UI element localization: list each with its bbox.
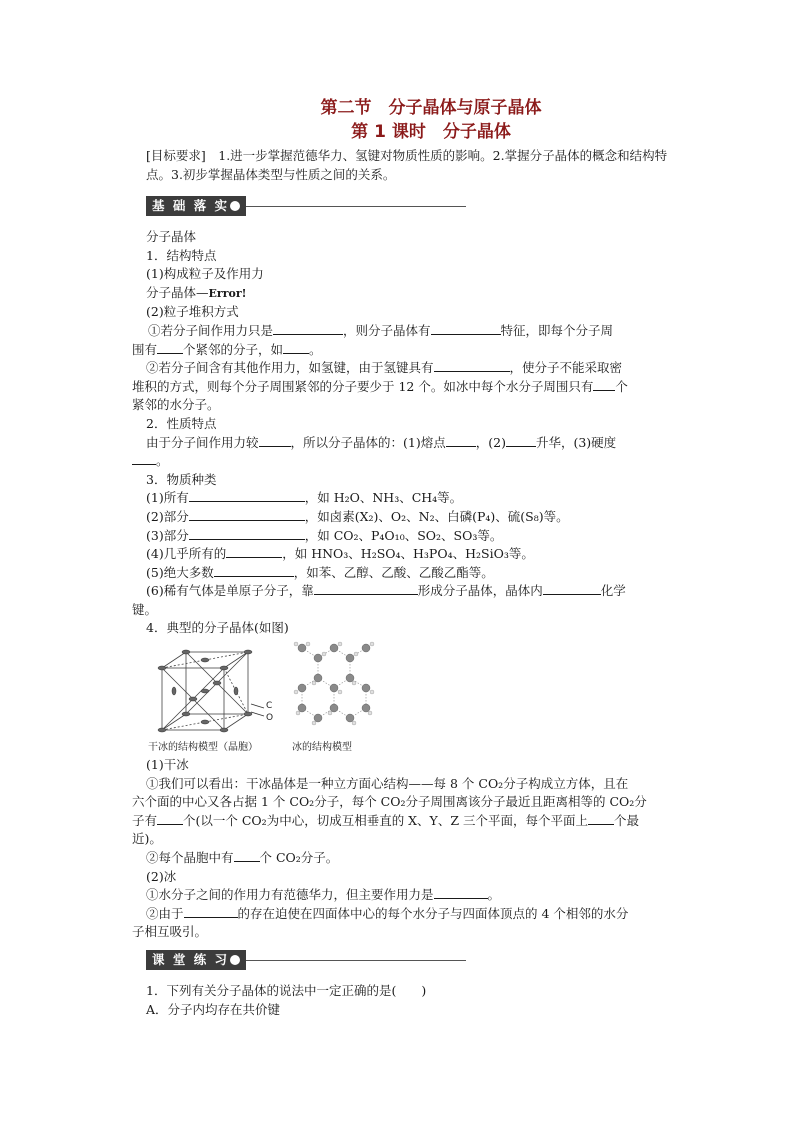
text-line bbox=[146, 886, 676, 905]
text-line bbox=[146, 564, 676, 583]
text: (4)几乎所有的 bbox=[146, 546, 227, 562]
fill-blank[interactable] bbox=[259, 434, 291, 447]
dry-ice-model-image bbox=[154, 646, 284, 736]
figures-row bbox=[146, 642, 676, 754]
text-line bbox=[146, 489, 676, 508]
o-label: O bbox=[266, 713, 274, 724]
text-line bbox=[146, 905, 676, 924]
c-label: C bbox=[266, 701, 273, 712]
fill-blank[interactable] bbox=[189, 489, 305, 502]
fill-blank[interactable] bbox=[157, 812, 183, 825]
text: 形成分子晶体，晶体内 bbox=[417, 583, 543, 599]
section-title: 第二节 分子晶体与原子晶体 bbox=[320, 98, 542, 118]
text-line: 键。 bbox=[132, 601, 158, 617]
fill-blank[interactable] bbox=[214, 564, 294, 577]
text: ，使分子不能采取密 bbox=[509, 360, 623, 376]
text: 个 CO₂分子。 bbox=[259, 850, 339, 866]
heading-properties: 2．性质特点 bbox=[146, 415, 217, 431]
text: 围有 bbox=[132, 341, 158, 357]
text-line: ①我们可以看出：干冰晶体是一种立方面心结构——每 8 个 CO₂分子构成立方体，且在 bbox=[146, 775, 629, 791]
text-line: (2)粒子堆积方式 bbox=[146, 304, 239, 320]
text-line bbox=[132, 341, 676, 360]
option-a: A．分子内均存在共价键 bbox=[146, 1001, 281, 1017]
fill-blank[interactable] bbox=[593, 378, 615, 391]
fill-blank[interactable] bbox=[446, 434, 476, 447]
fill-blank[interactable] bbox=[189, 527, 305, 540]
text: ②由于 bbox=[146, 905, 184, 921]
fill-blank[interactable] bbox=[314, 582, 418, 595]
section-divider bbox=[246, 960, 466, 961]
fill-blank[interactable] bbox=[283, 341, 309, 354]
text: 特征，即每个分子周 bbox=[500, 322, 614, 338]
text: 化学 bbox=[600, 583, 626, 599]
text-line bbox=[146, 434, 676, 453]
text: ②每个晶胞中有 bbox=[146, 850, 234, 866]
fill-blank[interactable] bbox=[273, 322, 343, 335]
text: ，则分子晶体有 bbox=[343, 322, 431, 338]
text: 。 bbox=[156, 453, 169, 469]
text: (5)绝大多数 bbox=[146, 564, 214, 580]
text: 升华，(3)硬度 bbox=[535, 434, 617, 450]
text: (6)稀有气体是单原子分子，靠 bbox=[146, 583, 314, 599]
text: ，如 H₂O、NH₃、CH₄等。 bbox=[304, 490, 463, 506]
fill-blank[interactable] bbox=[189, 508, 305, 521]
fill-blank[interactable] bbox=[157, 341, 183, 354]
caption-ice: 冰的结构模型 bbox=[292, 742, 352, 754]
text: ②若分子间含有其他作用力，如氢键，由于氢键具有 bbox=[146, 360, 434, 376]
caption-dry-ice: 干冰的结构模型（晶胞） bbox=[148, 742, 258, 754]
text: 子有 bbox=[132, 812, 158, 828]
text-line: 子相互吸引。 bbox=[132, 924, 208, 940]
text: ，(2) bbox=[475, 434, 506, 450]
text-line: 六个面的中心又各占据 1 个 CO₂分子，每个 CO₂分子周围离该分子最近且距离相等的 CO₂分 bbox=[132, 794, 647, 810]
text: 个(以一个 CO₂为中心，切成互相垂直的 X、Y、Z 三个平面，每个平面上 bbox=[183, 812, 588, 828]
heading-typical: 4．典型的分子晶体(如图) bbox=[146, 620, 289, 636]
text-line: (2)冰 bbox=[146, 868, 177, 884]
section-header-practice bbox=[146, 950, 676, 972]
fill-blank[interactable] bbox=[132, 452, 156, 465]
text-line: 近)。 bbox=[132, 831, 162, 847]
text-line bbox=[146, 849, 676, 868]
text-line bbox=[146, 582, 676, 601]
fill-blank[interactable] bbox=[506, 434, 536, 447]
text-line: 分子晶体 bbox=[146, 229, 197, 244]
fill-blank[interactable] bbox=[543, 582, 601, 595]
text-line: 紧邻的水分子。 bbox=[132, 397, 220, 413]
text-line bbox=[146, 508, 676, 527]
text: 个 bbox=[615, 378, 628, 394]
text-line bbox=[146, 545, 676, 564]
bullet-dot-icon bbox=[230, 955, 240, 965]
text-line bbox=[132, 812, 676, 831]
text: 个紧邻的分子，如 bbox=[183, 341, 284, 357]
text: 分子晶体— bbox=[146, 284, 209, 300]
text: (3)部分 bbox=[146, 527, 189, 543]
section-tag-basics: 基 础 落 实 bbox=[146, 196, 246, 216]
text: 个最 bbox=[613, 812, 639, 828]
section-divider bbox=[246, 206, 466, 207]
text-line: (1)干冰 bbox=[146, 757, 189, 773]
heading-types: 3．物质种类 bbox=[146, 471, 217, 487]
text: (2)部分 bbox=[146, 508, 189, 524]
text: ，如苯、乙醇、乙酸、乙酸乙酯等。 bbox=[293, 564, 494, 580]
fill-blank[interactable] bbox=[588, 812, 614, 825]
text-line bbox=[146, 322, 676, 341]
text-line bbox=[146, 284, 676, 304]
heading-structure: 1．结构特点 bbox=[146, 247, 217, 263]
text: ，所以分子晶体的：(1)熔点 bbox=[290, 434, 446, 450]
text: ，如 HNO₃、H₂SO₄、H₃PO₄、H₂SiO₃等。 bbox=[282, 546, 534, 562]
bullet-dot-icon bbox=[230, 201, 240, 211]
fill-blank[interactable] bbox=[234, 849, 260, 862]
fill-blank[interactable] bbox=[434, 886, 488, 899]
text: ，如 CO₂、P₄O₁₀、SO₂、SO₃等。 bbox=[304, 527, 503, 543]
ice-model-image bbox=[284, 634, 384, 730]
lesson-title: 第 1 课时 分子晶体 bbox=[351, 122, 511, 142]
fill-blank[interactable] bbox=[184, 905, 238, 918]
text-line bbox=[132, 452, 676, 471]
question-1: 1．下列有关分子晶体的说法中一定正确的是( ) bbox=[146, 983, 427, 998]
text-line: (1)构成粒子及作用力 bbox=[146, 266, 264, 282]
document-page bbox=[132, 96, 676, 1019]
text: 。 bbox=[487, 887, 501, 903]
text: (1)所有 bbox=[146, 490, 189, 506]
text-line bbox=[146, 359, 676, 378]
fill-blank[interactable] bbox=[434, 359, 510, 372]
text: 的存在迫使在四面体中心的每个水分子与四面体顶点的 4 个相邻的水分 bbox=[237, 905, 629, 921]
text-line bbox=[132, 378, 676, 397]
text-line bbox=[146, 527, 676, 546]
learning-objectives: [目标要求] 1.进一步掌握范德华力、氢键对物质性质的影响。2.掌握分子晶体的概念和结构特点。3.初步掌握晶体类型与性质之间的关系。 bbox=[146, 148, 668, 182]
text: 堆积的方式，则每个分子周围紧邻的分子要少于 12 个。如冰中每个水分子周围只有 bbox=[132, 378, 594, 394]
section-header-basics bbox=[146, 196, 676, 218]
text: ①水分子之间的作用力有范德华力，但主要作用力是 bbox=[146, 887, 434, 903]
section-tag-practice: 课 堂 练 习 bbox=[146, 950, 246, 970]
fill-blank[interactable] bbox=[431, 322, 501, 335]
text: 。 bbox=[309, 341, 322, 357]
text: 由于分子间作用力较 bbox=[146, 434, 259, 450]
fill-blank[interactable] bbox=[226, 545, 282, 558]
text: ①若分子间作用力只是 bbox=[148, 322, 274, 338]
text: ，如卤素(X₂)、O₂、N₂、白磷(P₄)、硫(S₈)等。 bbox=[304, 508, 569, 524]
error-text: Error! bbox=[208, 286, 247, 300]
